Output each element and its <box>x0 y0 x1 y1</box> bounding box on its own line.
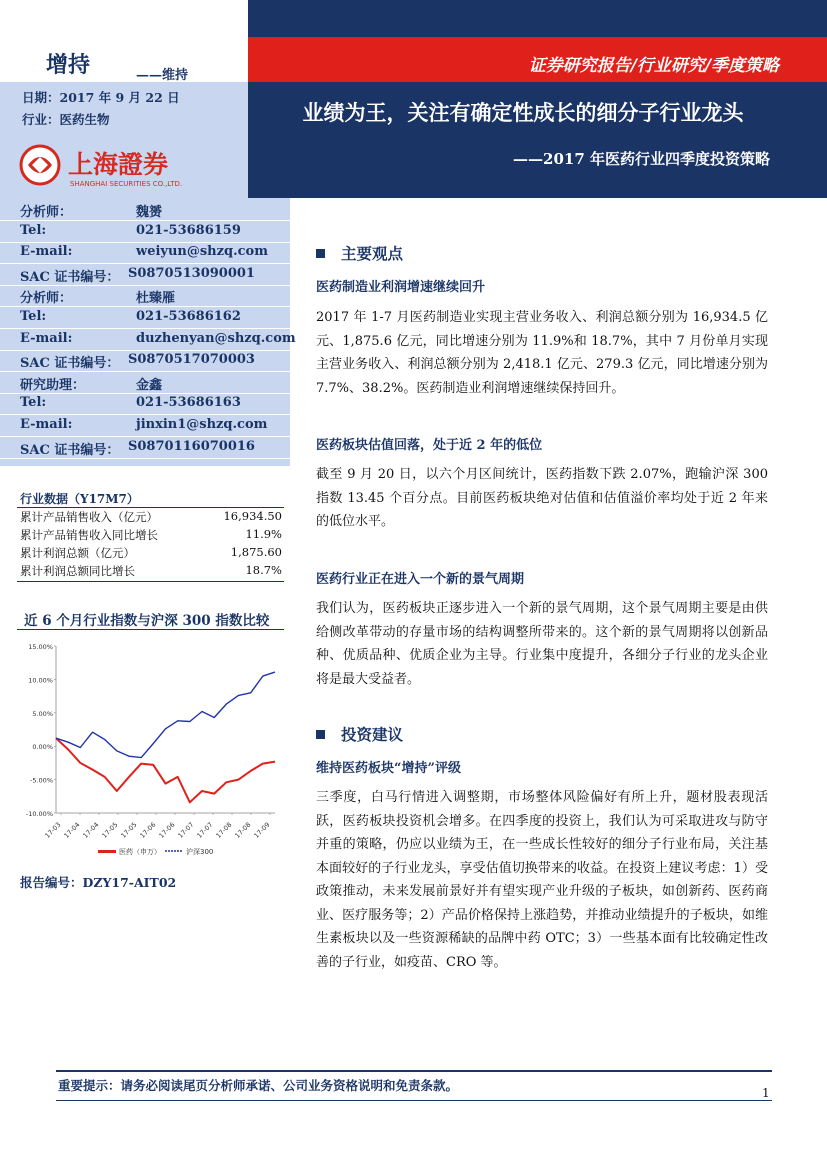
y-tick-label: 0.00% <box>32 743 53 752</box>
analyst-value: 021-53686163 <box>136 395 241 411</box>
analyst-divider <box>0 285 290 286</box>
x-tick-label: 17-09 <box>252 820 272 840</box>
x-tick-label: 17-05 <box>100 820 120 840</box>
analyst-row <box>20 244 268 260</box>
subsection-title: 医药行业正在进入一个新的景气周期 <box>316 572 525 587</box>
x-tick-label: 17-06 <box>157 820 177 840</box>
series-line-pharma <box>56 738 275 802</box>
footer-rule <box>56 1070 772 1072</box>
report-type: 证券研究报告/行业研究/季度策略 <box>528 56 779 76</box>
y-tick-label: -10.00% <box>25 810 53 818</box>
page-subtitle: ——2017 年医药行业四季度投资策略 <box>513 150 770 168</box>
analyst-row <box>20 201 163 220</box>
analyst-value: 金鑫 <box>136 377 163 393</box>
x-tick-label: 17-08 <box>214 820 234 840</box>
analyst-divider <box>0 306 290 307</box>
analyst-divider <box>0 393 290 394</box>
analyst-value: S0870517070003 <box>128 352 255 368</box>
x-tick-label: 17-07 <box>176 820 196 840</box>
footer-rule-2 <box>56 1100 772 1101</box>
analyst-value: 021-53686159 <box>136 222 241 238</box>
analyst-row <box>20 309 241 324</box>
analyst-label: E-mail: <box>20 244 73 260</box>
y-tick-label: 15.00% <box>28 643 53 651</box>
bullet-square-icon <box>316 249 325 258</box>
page-number: 1 <box>762 1086 770 1100</box>
analyst-row <box>20 330 296 346</box>
y-tick-label: 5.00% <box>32 709 53 718</box>
analyst-row <box>20 352 255 372</box>
analyst-row <box>20 395 241 411</box>
paragraph: 截至 9 月 20 日，以六个月区间统计，医药指数下跌 2.07%，跑输沪深 300 指数 13.45 个百分点。目前医药板块绝对估值和估值溢价率均处于近 2 年来的低位水平。 <box>316 467 768 529</box>
company-logo <box>18 143 208 191</box>
table-bottom-rule <box>17 581 284 582</box>
analyst-value: S0870116070016 <box>128 438 255 454</box>
rating-sub: ——维持 <box>136 68 189 83</box>
industry-data-title: 行业数据（Y17M7） <box>20 492 139 506</box>
analyst-row <box>20 287 176 307</box>
analyst-label: Tel: <box>20 395 47 411</box>
paragraph: 我们认为，医药板块正逐步进入一个新的景气周期，这个景气周期主要是由供给侧改革带动的存量市场的结构调整所带来的。这个新的景气周期将以创新品种、优质品种、优质企业为主导。行业集中度提升，各细分子行业的龙头企业将是最大受益者。 <box>316 601 768 687</box>
index-comparison-chart <box>20 636 285 866</box>
analyst-divider <box>0 328 290 329</box>
x-tick-label: 17-04 <box>62 820 82 840</box>
analyst-label: SAC 证书编号： <box>20 356 120 372</box>
analyst-label: E-mail: <box>20 330 73 346</box>
logo-mark-icon <box>18 143 208 191</box>
analyst-value[interactable]: jinxin1@shzq.com <box>136 417 268 432</box>
rating: 增持 <box>46 52 91 78</box>
analyst-label: 分析师： <box>20 291 73 307</box>
logo-text-cn: 上海證券 <box>68 150 169 179</box>
subsection-title: 维持医药板块“增持”评级 <box>316 761 461 776</box>
section-main-view: 主要观点 <box>316 242 403 264</box>
analyst-value[interactable]: weiyun@shzq.com <box>136 244 268 260</box>
analyst-value: 杜臻雁 <box>136 291 176 307</box>
analyst-value: S0870513090001 <box>128 265 255 281</box>
subsection-title: 医药板块估值回落，处于近 2 年的低位 <box>316 438 543 453</box>
analyst-label: E-mail: <box>20 417 73 432</box>
analyst-row <box>20 374 163 393</box>
analyst-label: Tel: <box>20 222 47 238</box>
analyst-row <box>20 222 241 238</box>
report-number: 报告编号：DZY17-AIT02 <box>20 875 177 890</box>
paragraph: 三季度，白马行情进入调整期，市场整体风险偏好有所上升，题材股表现活跃，医药板块投资机会增多。在四季度的投资上，我们认为可采取进攻与防守并重的策略，仍应以业绩为王，在一些成长性较好的细分子行业布局，关注基本面较好的子行业龙头，享受估值切换带来的收益。在投资上建议考虑：1）受政策推动，未来发展前景好并有望实现产业升级的子板块，如创新药、医药商业、医疗服务等；2）产品价格保持上涨趋势，并推动业绩提升的子板块，如维生素板块以及一些资源稀缺的品牌中药 OTC；3）一些基本面有比较确定性改善的子行业，如疫苗、CRO 等。 <box>316 790 768 970</box>
logo-text-en: SHANGHAI SECURITIES CO.,LTD. <box>70 180 183 188</box>
analyst-value: 魏赟 <box>136 205 163 220</box>
chart-title: 近 6 个月行业指数与沪深 300 指数比较 <box>24 613 270 629</box>
analyst-divider <box>0 458 290 459</box>
chart-title-rule <box>17 629 284 630</box>
subsection-title: 医药制造业利润增速继续回升 <box>316 280 486 295</box>
analyst-divider <box>0 242 290 243</box>
bullet-square-icon <box>316 730 325 739</box>
report-industry: 行业：医药生物 <box>22 112 110 127</box>
analyst-row <box>20 417 268 432</box>
x-tick-label: 17-03 <box>43 820 63 840</box>
y-tick-label: -5.00% <box>30 776 53 785</box>
table-row: 累计利润总额同比增长 18.7% <box>20 563 282 578</box>
x-tick-label: 17-07 <box>195 820 215 840</box>
x-tick-label: 17-06 <box>138 820 158 840</box>
table-row: 累计产品销售收入（亿元） 16,934.50 <box>20 509 282 524</box>
analyst-divider <box>0 350 290 351</box>
analyst-row <box>20 438 255 458</box>
analyst-divider <box>0 263 290 264</box>
analyst-divider <box>0 371 290 372</box>
analyst-row <box>20 265 255 285</box>
analyst-value[interactable]: duzhenyan@shzq.com <box>136 330 296 346</box>
analyst-divider <box>0 436 290 437</box>
analyst-label: 研究助理： <box>20 377 86 393</box>
important-notice: 重要提示：请务必阅读尾页分析师承诺、公司业务资格说明和免责条款。 <box>58 1078 459 1093</box>
analyst-divider <box>0 414 290 415</box>
analyst-label: 分析师： <box>20 205 73 220</box>
analyst-label: SAC 证书编号： <box>20 269 120 285</box>
legend-label: 沪深300 <box>186 848 214 856</box>
legend-label: 医药（申万） <box>119 848 161 856</box>
page-title: 业绩为王，关注有确定性成长的细分子行业龙头 <box>302 100 744 125</box>
table-row: 累计产品销售收入同比增长 11.9% <box>20 527 282 542</box>
analyst-value: 021-53686162 <box>136 309 241 324</box>
x-tick-label: 17-05 <box>119 820 139 840</box>
legend-swatch <box>98 850 116 853</box>
analyst-label: SAC 证书编号： <box>20 442 120 458</box>
paragraph: 2017 年 1-7 月医药制造业实现主营业务收入、利润总额分别为 16,934.5 亿元、1,875.6 亿元，同比增速分别为 11.9%和 18.7%，其中 7 月份单月实现主营业务收入、利润总额分别为 2,418.1 亿元、279.3 亿元，同比增速分别为 7.7%、38.2%。医药制造业利润增速继续保持回升。 <box>316 310 768 396</box>
x-tick-label: 17-04 <box>81 820 101 840</box>
analyst-label: Tel: <box>20 309 47 324</box>
table-top-rule <box>17 507 284 508</box>
series-line-hs300 <box>56 672 275 758</box>
x-tick-label: 17-08 <box>233 820 253 840</box>
y-tick-label: 10.00% <box>28 676 53 685</box>
table-row: 累计利润总额（亿元） 1,875.60 <box>20 545 282 560</box>
analyst-divider <box>0 220 290 221</box>
section-invest: 投资建议 <box>316 723 403 745</box>
report-date: 日期：2017 年 9 月 22 日 <box>22 90 180 105</box>
